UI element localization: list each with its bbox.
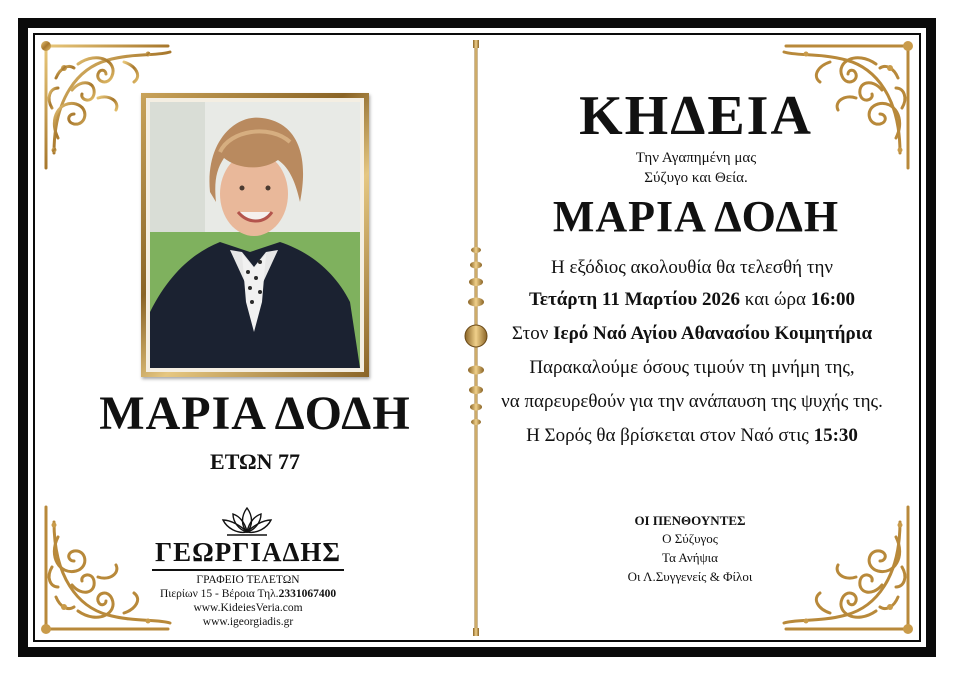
company-name: ΓΕΩΡΓΙΑΔΗΣ [154, 537, 342, 567]
company-address: Πιερίων 15 - Βέροια Τηλ.2331067400 [159, 588, 337, 600]
mourner-item: Τα Ανήψια [662, 550, 718, 565]
service-time: 16:00 [810, 289, 856, 310]
service-date: Τετάρτη 11 Μαρτίου 2026 [528, 289, 741, 310]
portrait-frame [141, 93, 369, 377]
mourner-item: Οι Λ.Συγγενείς & Φίλοι [627, 569, 753, 584]
company-divider [152, 569, 344, 571]
deceased-name-left: ΜΑΡΙΑ ΔΟΔΗ [99, 387, 411, 440]
mourners-title: ΟΙ ΠΕΝΘΟΥΝΤΕΣ [634, 513, 746, 528]
company-website-2[interactable]: www.igeorgiadis.gr [202, 616, 294, 628]
portrait-photo [150, 102, 360, 368]
company-office: ΓΡΑΦΕΙΟ ΤΕΛΕΤΩΝ [196, 574, 300, 586]
company-phone: 2331067400 [278, 588, 337, 600]
lotus-logo-icon [219, 504, 275, 538]
viewing-line: Η Σορός θα βρίσκεται στον Ναό στις 15:30 [526, 425, 858, 446]
intro-line-1: Την Αγαπημένη μας [635, 150, 757, 166]
invitation-line-1: Παρακαλούμε όσους τιμούν τη μνήμη της, [529, 357, 855, 378]
intro-line-2: Σύζυγο και Θεία. [644, 170, 748, 186]
service-location-line: Στον Ιερό Ναό Αγίου Αθανασίου Κοιμητήρια [511, 323, 873, 344]
deceased-name-right: ΜΑΡΙΑ ΔΟΔΗ [552, 192, 840, 241]
viewing-time: 15:30 [813, 425, 858, 446]
deceased-age: ΕΤΩΝ 77 [210, 449, 300, 474]
mourner-item: Ο Σύζυγος [662, 531, 718, 546]
service-line-1: Η εξόδιος ακολουθία θα τελεσθή την [550, 257, 833, 278]
church-name: Ιερό Ναό Αγίου Αθανασίου Κοιμητήρια [553, 323, 873, 344]
service-date-line: Τετάρτη 11 Μαρτίου 2026 και ώρα 16:00 [528, 289, 856, 310]
invitation-line-2: να παρευρεθούν για την ανάπαυση της ψυχής της. [501, 391, 883, 412]
company-website-1[interactable]: www.KideiesVeria.com [193, 602, 303, 614]
notice-title: ΚΗΔΕΙΑ [579, 85, 813, 147]
